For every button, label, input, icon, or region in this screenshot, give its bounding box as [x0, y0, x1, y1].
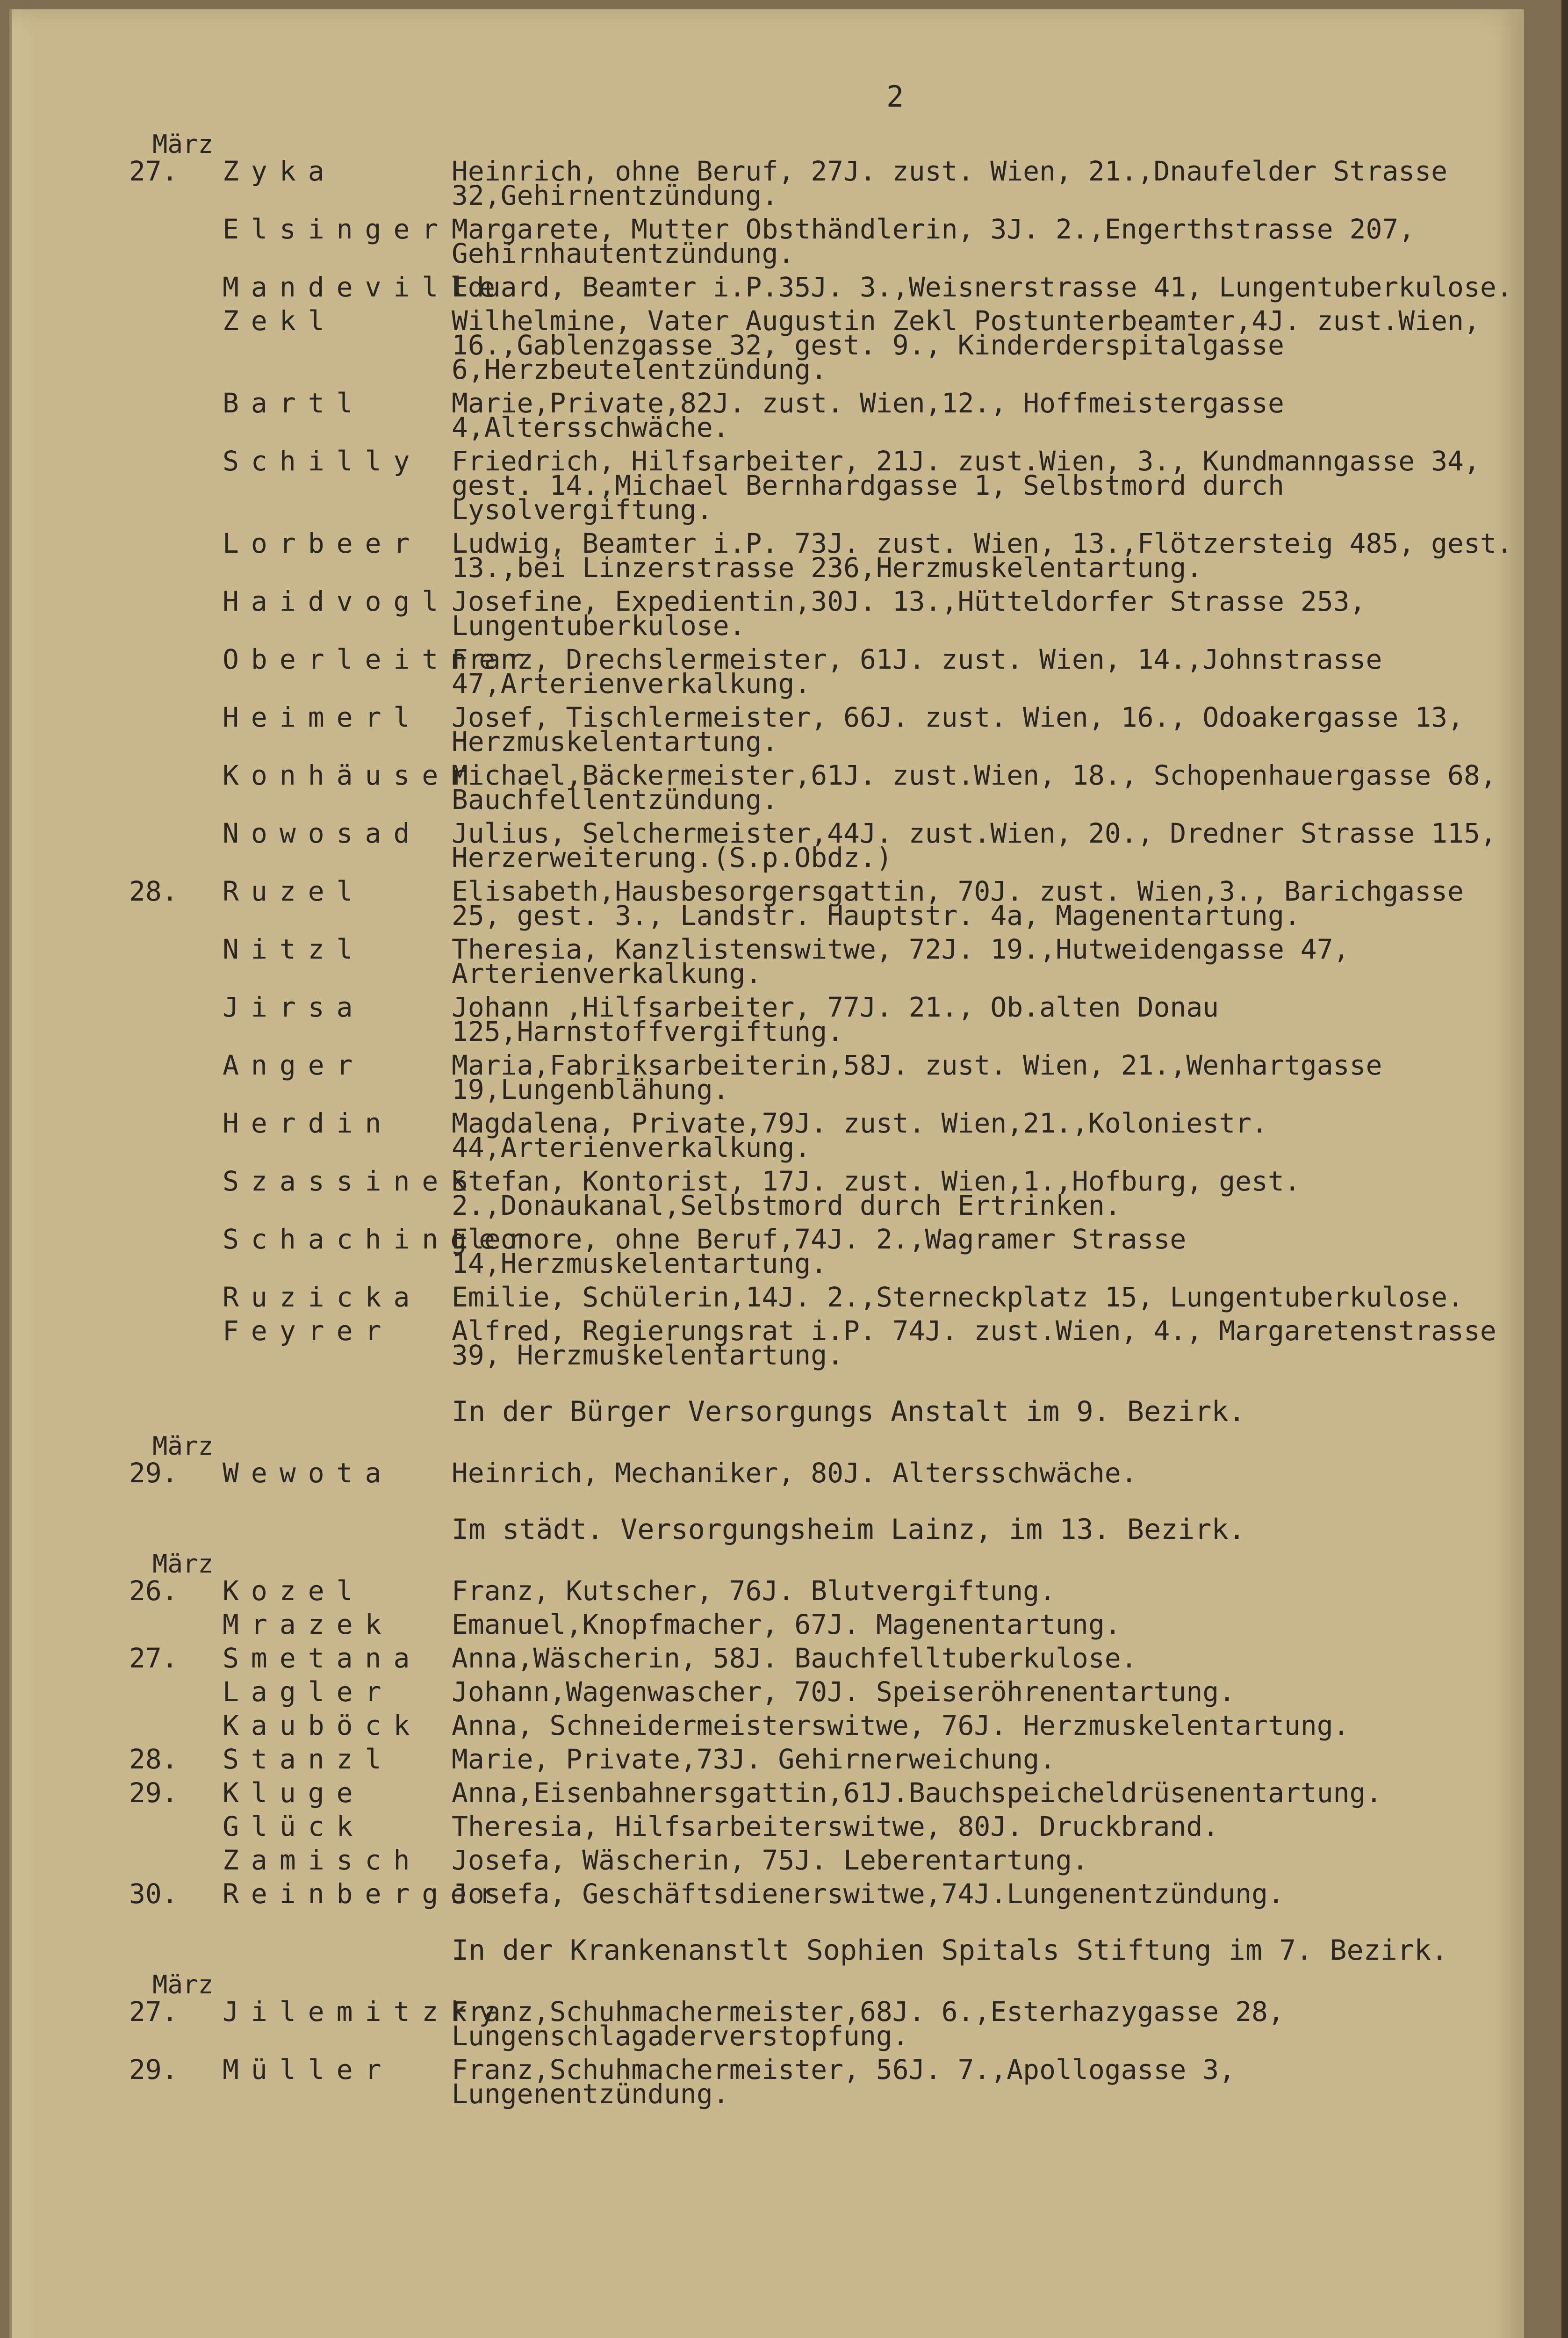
entry-text: Marie, Private,73J. Gehirnerweichung.	[452, 1743, 1056, 1775]
death-entry	[129, 1223, 1522, 1279]
entry-surname: Zamisch	[223, 1844, 422, 1876]
entry-text: Heinrich, ohne Beruf, 27J. zust. Wien, 21.,Dnaufelder Strasse 32,Gehirnentzündung.	[452, 155, 1448, 211]
entry-surname: Anger	[223, 1049, 365, 1081]
entry-surname: Oberleitner	[223, 643, 536, 675]
entry-surname: Jirsa	[223, 991, 365, 1023]
death-entry	[129, 1549, 1522, 1607]
entry-surname: Nitzl	[223, 933, 365, 965]
entry-surname: Zyka	[223, 155, 337, 187]
death-entry	[129, 875, 1522, 931]
entry-text: Maria,Fabriksarbeiterin,58J. zust. Wien, 21.,Wenhartgasse 19,Lungenblähung.	[452, 1049, 1382, 1105]
entry-surname: Kluge	[223, 1777, 365, 1809]
book-binding-edge	[1561, 0, 1568, 2338]
entry-surname: Reinberger	[223, 1878, 508, 1910]
death-entry	[129, 387, 1522, 443]
entry-text: Wilhelmine, Vater Augustin Zekl Postunterbeamter,4J. zust.Wien, 16.,Gablenzgasse 32, gest. 9., Kinderderspitalgasse 6,Herzbeutelentzündung.	[452, 305, 1480, 385]
entry-text: Elisabeth,Hausbesorgersgattin, 70J. zust. Wien,3., Barichgasse 25, gest. 3., Landstr. Hauptstr. 4a, Magenentartung.	[452, 875, 1464, 931]
entry-text: Franz,Schuhmachermeister, 56J. 7.,Apollogasse 3, Lungenentzündung.	[452, 2054, 1236, 2110]
death-entry	[129, 759, 1522, 815]
entry-text: Josefine, Expedientin,30J. 13.,Hütteldorfer Strasse 253, Lungentuberkulose.	[452, 585, 1366, 642]
entry-surname: Ruzicka	[223, 1281, 422, 1313]
death-entry	[129, 1743, 1522, 1775]
death-entry	[129, 701, 1522, 758]
entry-text: Franz, Kutscher, 76J. Blutvergiftung.	[452, 1575, 1056, 1607]
entry-surname: Kauböck	[223, 1710, 422, 1741]
entry-surname: Konhäuser	[223, 759, 479, 791]
death-entry	[129, 1609, 1522, 1640]
entry-day: 28.	[129, 875, 178, 907]
entry-surname: Nowosad	[223, 817, 422, 849]
death-entry	[129, 991, 1522, 1047]
entry-surname: Jilemitzky	[223, 1996, 508, 2028]
death-entry	[129, 1431, 1522, 1489]
entry-surname: Elsinger	[223, 213, 451, 245]
entry-text: Josefa, Geschäftsdienerswitwe,74J.Lungenentzündung.	[452, 1878, 1284, 1910]
death-entry	[129, 445, 1522, 526]
entry-surname: Herdin	[223, 1107, 394, 1139]
death-entry	[129, 1315, 1522, 1371]
entry-surname: Bartl	[223, 387, 365, 419]
entry-day: 29.	[129, 1777, 178, 1809]
entry-surname: Szassinek	[223, 1165, 479, 1197]
entry-surname: Zekl	[223, 305, 337, 337]
entry-text: Michael,Bäckermeister,61J. zust.Wien, 18., Schopenhauergasse 68, Bauchfellentzündung.	[452, 759, 1496, 815]
entry-day: 27.	[129, 1642, 178, 1674]
entry-text: Eduard, Beamter i.P.35J. 3.,Weisnerstrasse 41, Lungentuberkulose.	[452, 271, 1513, 303]
entry-text: Anna,Eisenbahnersgattin,61J.Bauchspeicheldrüsenentartung.	[452, 1777, 1382, 1809]
entry-day: 27.	[129, 1996, 178, 2028]
entry-text: Anna, Schneidermeisterswitwe, 76J. Herzmuskelentartung.	[452, 1710, 1350, 1741]
register-content	[129, 126, 1522, 2115]
entry-day: 29.	[129, 2054, 178, 2085]
section-main	[129, 130, 1522, 1371]
death-entry	[129, 1811, 1522, 1842]
entry-text: Magdalena, Private,79J. zust. Wien,21.,Koloniestr. 44,Arterienverkalkung.	[452, 1107, 1268, 1163]
entry-text: Heinrich, Mechaniker, 80J. Altersschwäche.	[452, 1457, 1137, 1489]
entry-text: Ludwig, Beamter i.P. 73J. zust. Wien, 13.,Flötzersteig 485, gest. 13.,bei Linzerstrasse 236,Herzmuskelentartung.	[452, 527, 1513, 584]
death-entry	[129, 130, 1522, 211]
death-entry	[129, 1710, 1522, 1741]
section-lainz	[129, 1513, 1522, 1910]
entry-day: 27.	[129, 155, 178, 187]
death-entry	[129, 817, 1522, 873]
death-entry	[129, 1642, 1522, 1674]
death-entry	[129, 1281, 1522, 1313]
entry-month: März	[152, 130, 214, 159]
death-entry	[129, 1049, 1522, 1105]
entry-day: 29.	[129, 1457, 178, 1489]
section-heading: In der Krankenanstlt Sophien Spitals Stiftung im 7. Bezirk.	[452, 1934, 1448, 1967]
entry-text: Theresia, Kanzlistenswitwe, 72J. 19.,Hutweidengasse 47, Arterienverkalkung.	[452, 933, 1350, 989]
entry-text: Josefa, Wäscherin, 75J. Leberentartung.	[452, 1844, 1088, 1876]
death-entry	[129, 1844, 1522, 1876]
death-entry	[129, 1970, 1522, 2052]
death-entry	[129, 305, 1522, 385]
section-heading: Im städt. Versorgungsheim Lainz, im 13. Bezirk.	[452, 1513, 1245, 1546]
death-entry	[129, 271, 1522, 303]
entry-surname: Mrazek	[223, 1609, 394, 1640]
entry-day: 30.	[129, 1878, 178, 1910]
death-entry	[129, 643, 1522, 700]
entry-text: Eleonore, ohne Beruf,74J. 2.,Wagramer Strasse 14,Herzmuskelentartung.	[452, 1223, 1187, 1279]
entry-surname: Schilly	[223, 445, 422, 477]
entry-text: Julius, Selchermeister,44J. zust.Wien, 20., Dredner Strasse 115, Herzerweiterung.(S.p.Obdz.)	[452, 817, 1496, 873]
death-entry	[129, 213, 1522, 269]
entry-month: März	[152, 1431, 214, 1461]
register-page	[9, 9, 1524, 2338]
entry-surname: Ruzel	[223, 875, 365, 907]
section-heading: In der Bürger Versorgungs Anstalt im 9. Bezirk.	[452, 1395, 1245, 1428]
section-sophien-spital	[129, 1934, 1522, 2110]
entry-text: Anna,Wäscherin, 58J. Bauchfelltuberkulose.	[452, 1642, 1137, 1674]
entry-surname: Haidvogl	[223, 585, 451, 617]
death-entry	[129, 2054, 1522, 2110]
death-entry	[129, 933, 1522, 989]
entry-month: März	[152, 1970, 214, 1999]
death-entry	[129, 1878, 1522, 1910]
entry-day: 28.	[129, 1743, 178, 1775]
entry-surname: Lorbeer	[223, 527, 422, 559]
entry-text: Franz, Drechslermeister, 61J. zust. Wien, 14.,Johnstrasse 47,Arterienverkalkung.	[452, 643, 1382, 700]
entry-surname: Lagler	[223, 1676, 394, 1708]
section-buerger-versorgung	[129, 1395, 1522, 1489]
death-entry	[129, 1107, 1522, 1163]
entry-surname: Smetana	[223, 1642, 422, 1674]
entry-surname: Kozel	[223, 1575, 365, 1607]
entry-text: Stefan, Kontorist, 17J. zust. Wien,1.,Hofburg, gest. 2.,Donaukanal,Selbstmord durch Ertrinken.	[452, 1165, 1301, 1221]
entry-surname: Müller	[223, 2054, 394, 2085]
entry-text: Josef, Tischlermeister, 66J. zust. Wien, 16., Odoakergasse 13, Herzmuskelentartung.	[452, 701, 1464, 758]
entry-text: Johann ,Hilfsarbeiter, 77J. 21., Ob.alten Donau 125,Harnstoffvergiftung.	[452, 991, 1219, 1047]
death-entry	[129, 527, 1522, 584]
entry-surname: Schachinger	[223, 1223, 536, 1255]
entry-surname: Glück	[223, 1811, 365, 1842]
entry-surname: Wewota	[223, 1457, 394, 1489]
death-entry	[129, 1777, 1522, 1809]
entry-day: 26.	[129, 1575, 178, 1607]
entry-surname: Heimerl	[223, 701, 422, 733]
death-entry	[129, 1165, 1522, 1221]
page-number: 2	[886, 79, 905, 114]
entry-text: Emanuel,Knopfmacher, 67J. Magenentartung.	[452, 1609, 1121, 1640]
entry-surname: Feyrer	[223, 1315, 394, 1347]
entry-text: Alfred, Regierungsrat i.P. 74J. zust.Wien, 4., Margaretenstrasse 39, Herzmuskelentartung.	[452, 1315, 1496, 1371]
death-entry	[129, 1676, 1522, 1708]
entry-text: Margarete, Mutter Obsthändlerin, 3J. 2.,Engerthstrasse 207, Gehirnhautentzündung.	[452, 213, 1415, 269]
entry-text: Emilie, Schülerin,14J. 2.,Sterneckplatz 15, Lungentuberkulose.	[452, 1281, 1464, 1313]
entry-month: März	[152, 1549, 214, 1579]
death-entry	[129, 585, 1522, 642]
entry-surname: Stanzl	[223, 1743, 394, 1775]
entry-text: Marie,Private,82J. zust. Wien,12., Hoffmeistergasse 4,Altersschwäche.	[452, 387, 1284, 443]
entry-text: Theresia, Hilfsarbeiterswitwe, 80J. Druckbrand.	[452, 1811, 1219, 1842]
entry-text: Franz,Schuhmachermeister,68J. 6.,Esterhazygasse 28, Lungenschlagaderverstopfung.	[452, 1996, 1284, 2052]
entry-text: Johann,Wagenwascher, 70J. Speiseröhrenentartung.	[452, 1676, 1236, 1708]
entry-surname: Mandeville	[223, 271, 508, 303]
entry-text: Friedrich, Hilfsarbeiter, 21J. zust.Wien, 3., Kundmanngasse 34, gest. 14.,Michael Bernhardgasse 1, Selbstmord durch Lysolvergiftung.	[452, 445, 1480, 526]
